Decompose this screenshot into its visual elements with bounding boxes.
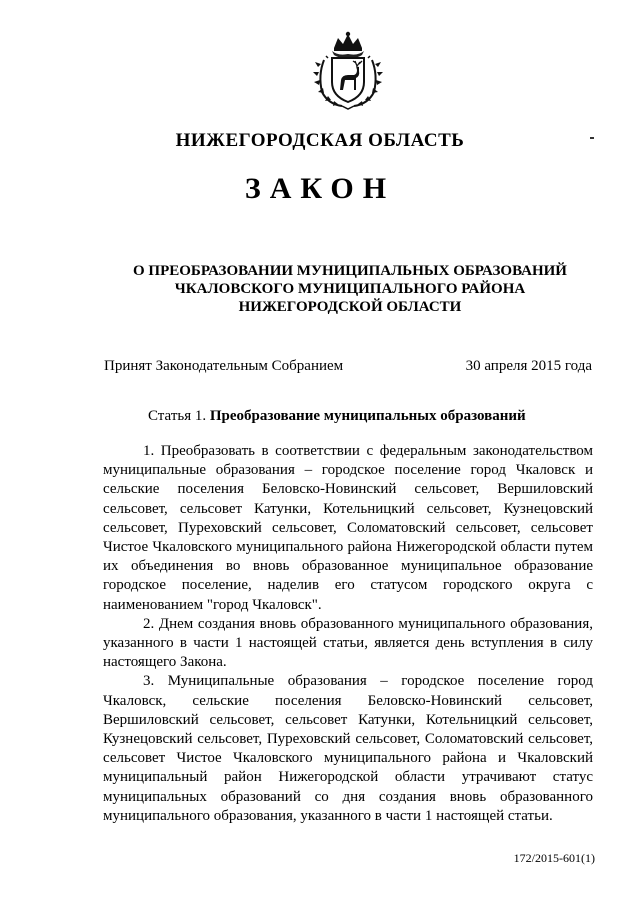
article-body [103,442,593,826]
article-label: Статья 1. [148,408,207,424]
article-title: Преобразование муниципальных образований [209,408,526,424]
article-heading [148,408,526,425]
article-paragraph: 3. Муниципальные образования – городское поселение город Чкаловск, сельские поселения Беловско-Новинский сельсовет, Вершиловский сельсовет, сельсовет Катунки, Котельницкий сельсовет, Кузнецовский сельсовет, Пуреховский сельсовет, Соломатовский сельсовет, сельсовет Чистое Чкаловского муниципального района и Чкаловский муниципальный район Нижегородской области утрачивают статус муниципальных образований со дня создания вновь образованного муниципального образования, указанного в части 1 настоящей статьи. [103,673,593,824]
law-title [100,262,600,316]
adoption-line [104,358,592,375]
law-title-line: ЧКАЛОВСКОГО МУНИЦИПАЛЬНОГО РАЙОНА [174,281,526,297]
scan-speck [590,137,594,139]
law-title-line: НИЖЕГОРОДСКОЙ ОБЛАСТИ [238,299,462,315]
document-type: ЗАКОН [244,172,396,205]
law-title-line: О ПРЕОБРАЗОВАНИИ МУНИЦИПАЛЬНЫХ ОБРАЗОВАНИЙ [133,263,567,279]
region-name: НИЖЕГОРОДСКАЯ ОБЛАСТЬ [175,130,465,151]
document-number: 172/2015-601(1) [513,851,595,865]
coat-of-arms-icon [312,30,384,110]
article-paragraph: 2. Днем создания вновь образованного муниципального образования, указанного в части 1 настоящей статьи, является день вступления в силу настоящего Закона. [103,615,593,671]
adopting-body: Принят Законодательным Собранием [104,358,344,374]
article-paragraph: 1. Преобразовать в соответствии с федеральным законодательством муниципальные образования – городское поселение город Чкаловск и сельские поселения Беловско-Новинский сельсовет, Вершиловский сельсовет, сельсовет Катунки, Котельницкий сельсовет, Кузнецовский сельсовет, Пуреховский сельсовет, Соломатовский сельсовет, сельсовет Чистое Чкаловского муниципального района Нижегородской области путем их объединения во вновь образованное муниципальное образование городское поселение, наделив его статусом городского округа с наименованием "город Чкаловск". [103,443,593,613]
adoption-date: 30 апреля 2015 года [465,358,592,374]
